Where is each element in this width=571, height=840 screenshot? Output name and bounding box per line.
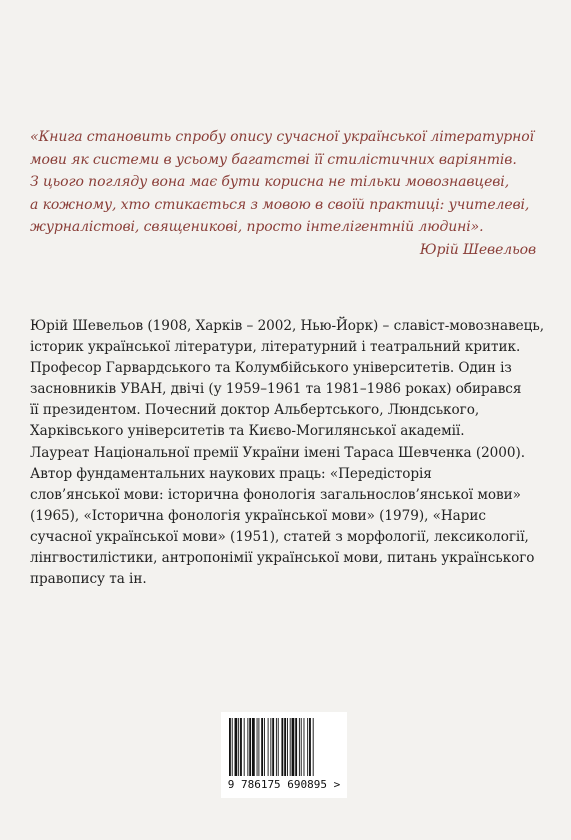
bio-line: Автор фундаментальних наукових праць: «Передісторія <box>30 465 432 482</box>
quote-line: мови як системи в усьому багатстві її стилістичних варіянтів. <box>30 151 517 168</box>
author-biography <box>30 316 550 590</box>
quote-line: а кожному, хто стикається з мовою в своїй практиці: учителеві, <box>30 196 530 213</box>
quote-line: «Книга становить спробу опису сучасної української літературної <box>30 129 534 145</box>
barcode-bars <box>229 718 339 776</box>
quote-block <box>30 126 550 262</box>
bio-line: слов’янської мови: історична фонологія загальнослов’янської мови» <box>30 486 521 503</box>
bio-line: засновників УВАН, двічі (у 1959–1961 та 1981–1986 роках) обирався <box>30 381 522 398</box>
quote-line: З цього погляду вона має бути корисна не тільки мовознавцеві, <box>30 174 510 191</box>
bio-line: її президентом. Почесний доктор Альбертського, Люндського, <box>30 402 480 419</box>
quote-line: журналістові, священикові, просто інтелігентній людині». <box>30 219 484 236</box>
bio-line: Лауреат Національної премії України імені Тараса Шевченка (2000). <box>30 444 526 461</box>
bio-line: Професор Гарвардського та Колумбійського університетів. Один із <box>30 360 512 377</box>
bio-line: історик української літератури, літературний і театральний критик. <box>30 339 521 356</box>
barcode-digits: 9 786175 690895 > <box>227 778 341 791</box>
isbn-barcode <box>221 712 347 798</box>
bio-line: (1965), «Історична фонологія української мови» (1979), «Нарис <box>30 507 486 524</box>
bio-line: правопису та ін. <box>30 571 147 588</box>
bio-line: лінгвостилістики, антропонімії української мови, питань українського <box>30 550 535 567</box>
quote-author: Юрій Шевельов <box>419 241 536 258</box>
bio-line: Харківського університетів та Києво-Могилянської академії. <box>30 423 465 440</box>
bio-line: Юрій Шевельов (1908, Харків – 2002, Нью-Йорк) – славіст-мовознавець, <box>30 318 544 334</box>
bio-line: сучасної української мови» (1951), статей з морфології, лексикології, <box>30 528 529 545</box>
